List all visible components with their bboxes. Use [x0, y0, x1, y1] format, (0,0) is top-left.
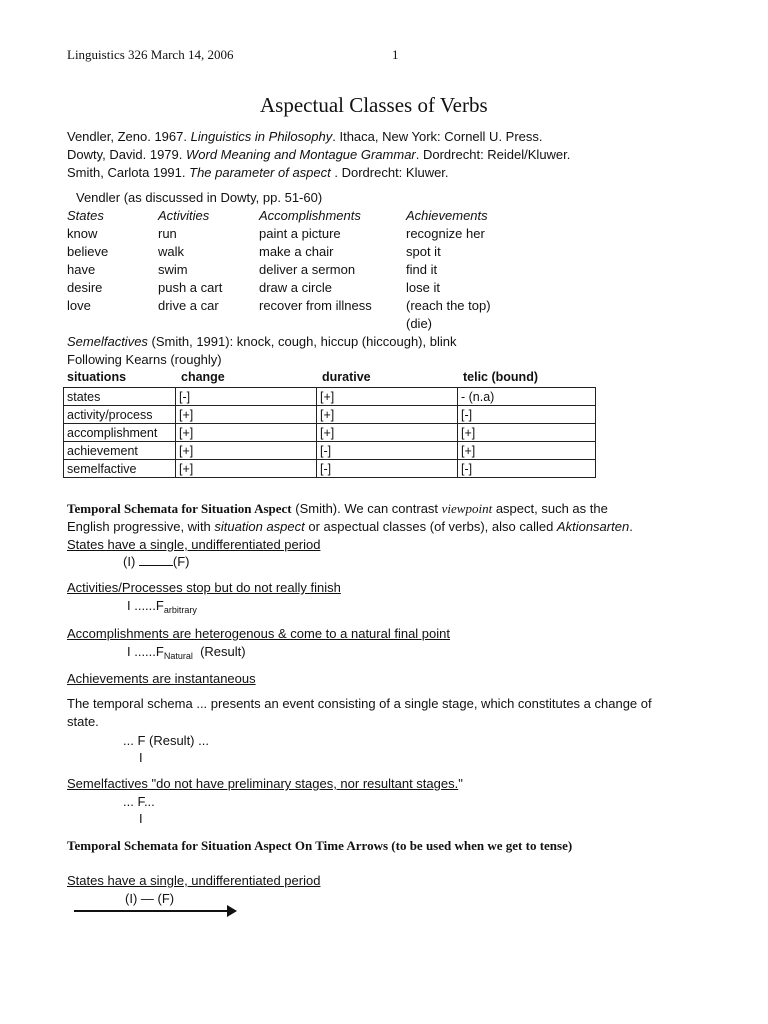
vendler-cell: make a chair: [259, 244, 334, 259]
table-cell: [-]: [176, 388, 317, 406]
table-cell: [-]: [317, 442, 458, 460]
vendler-cell: lose it: [406, 280, 440, 295]
vendler-cell: recover from illness: [259, 298, 372, 313]
vendler-cell: spot it: [406, 244, 441, 259]
table-row: [64, 406, 596, 424]
achievements-heading: Achievements are instantaneous: [67, 671, 256, 686]
vendler-cell: swim: [158, 262, 188, 277]
vendler-cell: run: [158, 226, 177, 241]
table-cell: semelfactive: [64, 460, 176, 478]
table-cell: [+]: [458, 424, 596, 442]
table-cell: - (n.a): [458, 388, 596, 406]
vendler-cell: have: [67, 262, 96, 277]
vendler-cell: deliver a sermon: [259, 262, 356, 277]
vendler-cell: paint a picture: [259, 226, 341, 241]
activities-schema: I $......F_{arbitrary}$: [127, 598, 197, 615]
vendler-cell: drive a car: [158, 298, 219, 313]
vendler-header-states: States: [67, 208, 104, 223]
table-cell: [+]: [317, 424, 458, 442]
semelfactives-schema-line1: ... F...: [123, 794, 155, 809]
vendler-cell: recognize her: [406, 226, 485, 241]
arrow-right-icon: [227, 905, 237, 917]
running-header: Linguistics 326 March 14, 2006: [67, 47, 234, 62]
table-cell: achievement: [64, 442, 176, 460]
vendler-cell: love: [67, 298, 91, 313]
semelfactives-schema-line2: I: [139, 811, 143, 826]
activities-heading: Activities/Processes stop but do not really finish: [67, 580, 341, 595]
schemata-intro-line1: Temporal Schemata for Situation Aspect (Smith). We can contrast viewpoint aspect, such as the: [67, 501, 608, 516]
vendler-cell: find it: [406, 262, 438, 277]
achievements-quote-line1: The temporal schema ... presents an event consisting of a single stage, which constitutes a change of: [67, 696, 652, 711]
feature-header-situations: situations: [67, 370, 127, 384]
schemata-intro-line2: English progressive, with situation aspect or aspectual classes (of verbs), also called Aktionsarten.: [67, 519, 633, 534]
kearns-caption: Following Kearns (roughly): [67, 352, 222, 367]
time-arrow-line: [74, 910, 228, 912]
table-cell: [-]: [458, 406, 596, 424]
table-row: [64, 388, 596, 406]
table-cell: activity/process: [64, 406, 176, 424]
table-cell: [+]: [317, 388, 458, 406]
table-row: [64, 442, 596, 460]
table-row: [64, 460, 596, 478]
vendler-header-activities: Activities: [158, 208, 210, 223]
achievements-quote-line2: state.: [67, 714, 99, 729]
feature-header-telic: telic (bound): [463, 370, 538, 384]
states-schema: (I) (F): [123, 554, 190, 569]
feature-header-durative: durative: [322, 370, 371, 384]
reference-dowty: Dowty, David. 1979. Word Meaning and Montague Grammar. Dordrecht: Reidel/Kluwer.: [67, 147, 571, 162]
achievements-schema-line2: I: [139, 750, 143, 765]
schema-blank-line: [139, 555, 173, 566]
reference-vendler: Vendler, Zeno. 1967. Linguistics in Philosophy. Ithaca, New York: Cornell U. Press.: [67, 129, 543, 144]
features-table: [63, 387, 596, 478]
vendler-cell: draw a circle: [259, 280, 332, 295]
semelfactives-line: Semelfactives (Smith, 1991): knock, cough, hiccup (hiccough), blink: [67, 334, 457, 349]
table-cell: [+]: [176, 442, 317, 460]
vendler-cell: believe: [67, 244, 109, 259]
table-cell: [-]: [458, 460, 596, 478]
table-cell: [+]: [176, 424, 317, 442]
reference-smith: Smith, Carlota 1991. The parameter of aspect . Dordrecht: Kluwer.: [67, 165, 449, 180]
semelfactives-stages-heading: Semelfactives "do not have preliminary stages, nor resultant stages.": [67, 776, 463, 791]
table-cell: [+]: [176, 460, 317, 478]
table-cell: accomplishment: [64, 424, 176, 442]
vendler-cell: (die): [406, 316, 433, 331]
achievements-schema-line1: ... F (Result) ...: [123, 733, 209, 748]
vendler-cell: desire: [67, 280, 103, 295]
vendler-cell: push a cart: [158, 280, 223, 295]
table-cell: [+]: [317, 406, 458, 424]
page-title: Aspectual Classes of Verbs: [260, 93, 488, 117]
table-cell: [-]: [317, 460, 458, 478]
table-row: [64, 424, 596, 442]
vendler-header-accomplishments: Accomplishments: [259, 208, 361, 223]
accomplishments-schema: I $......F_{Natural}$ (Result): [127, 644, 246, 661]
vendler-cell: walk: [158, 244, 185, 259]
vendler-cell: know: [67, 226, 98, 241]
vendler-cell: (reach the top): [406, 298, 491, 313]
table-cell: states: [64, 388, 176, 406]
states-heading: States have a single, undifferentiated period: [67, 537, 321, 552]
vendler-header-achievements: Achievements: [406, 208, 488, 223]
accomplishments-heading: Accomplishments are heterogenous & come to a natural final point: [67, 626, 450, 641]
table-cell: [+]: [458, 442, 596, 460]
time-arrows-heading: Temporal Schemata for Situation Aspect On Time Arrows (to be used when we get to tense): [67, 838, 573, 853]
table-cell: [+]: [176, 406, 317, 424]
arrows-states-schema: (I) — (F): [125, 891, 175, 906]
feature-header-change: change: [181, 370, 225, 384]
page-number: 1: [392, 47, 399, 62]
arrows-states-heading: States have a single, undifferentiated period: [67, 873, 321, 888]
vendler-caption: Vendler (as discussed in Dowty, pp. 51-60): [76, 190, 323, 205]
